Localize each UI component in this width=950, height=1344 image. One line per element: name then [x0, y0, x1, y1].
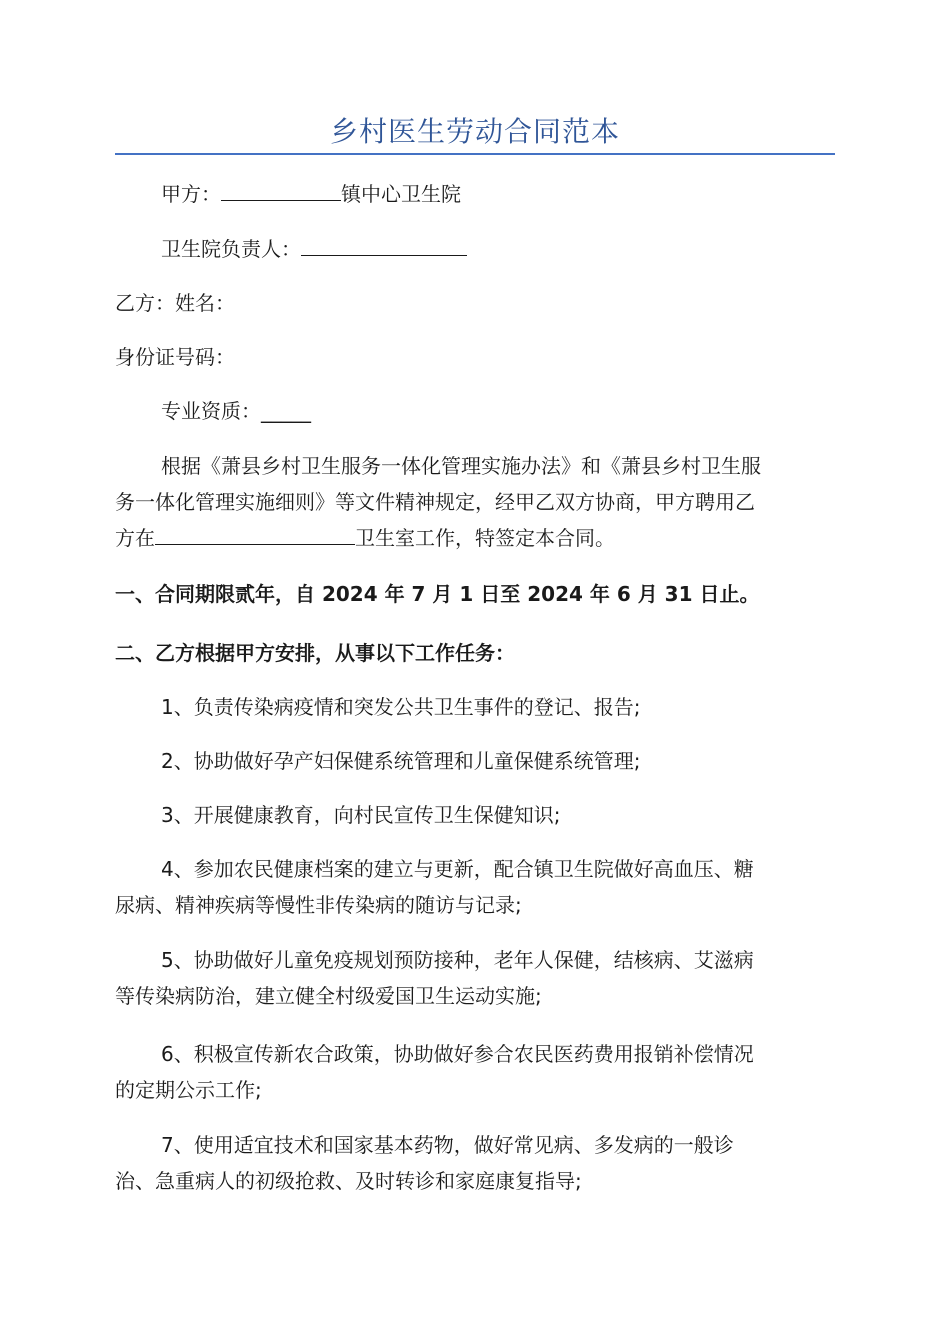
qualification-label: 专业资质：: [161, 399, 261, 423]
preamble-line-2: 务一体化管理实施细则》等文件精神规定，经甲乙双方协商，甲方聘用乙: [115, 490, 755, 514]
party-a-blank: [221, 180, 341, 201]
task-6: [115, 1036, 835, 1108]
task-7-line-1: 7、使用适宜技术和国家基本药物，做好常见病、多发病的一般诊: [161, 1133, 734, 1157]
hospital-head-line: [115, 231, 835, 267]
task-6-line-1: 6、积极宣传新农合政策，协助做好参合农民医药费用报销补偿情况: [161, 1042, 754, 1066]
clinic-blank: [155, 524, 355, 545]
id-number-line: 身份证号码：: [115, 345, 235, 369]
document-title: 乡村医生劳动合同范本: [329, 115, 620, 148]
task-1: 1、负责传染病疫情和突发公共卫生事件的登记、报告;: [161, 695, 641, 719]
task-4-line-1: 4、参加农民健康档案的建立与更新，配合镇卫生院做好高血压、糖: [161, 857, 754, 881]
preamble-line-3-suffix: 卫生室工作，特签定本合同。: [355, 526, 615, 550]
task-6-line-2: 的定期公示工作;: [115, 1078, 262, 1102]
preamble-line-3: [115, 520, 835, 556]
task-7: [115, 1127, 835, 1199]
task-7-line-2: 治、急重病人的初级抢救、及时转诊和家庭康复指导;: [115, 1169, 582, 1193]
hospital-head-blank: [301, 235, 467, 256]
qualification-line: [115, 393, 835, 429]
task-5-line-2: 等传染病防治，建立健全村级爱国卫生运动实施;: [115, 984, 542, 1008]
task-4: [115, 851, 835, 923]
party-a-label: 甲方：: [161, 182, 221, 206]
task-5: [115, 942, 835, 1014]
qualification-blank: _____: [261, 399, 311, 423]
preamble-line-1: 根据《萧县乡村卫生服务一体化管理实施办法》和《萧县乡村卫生服: [161, 454, 761, 478]
party-a-line: [115, 176, 835, 212]
section-1-heading: 一、合同期限贰年，自 2024 年 7 月 1 日至 2024 年 6 月 31 日止。: [115, 582, 760, 606]
party-b-line: 乙方：姓名：: [115, 291, 235, 315]
party-a-suffix: 镇中心卫生院: [341, 182, 461, 206]
preamble-line-3-prefix: 方在: [115, 526, 155, 550]
task-3: 3、开展健康教育，向村民宣传卫生保健知识;: [161, 803, 561, 827]
task-5-line-1: 5、协助做好儿童免疫规划预防接种，老年人保健，结核病、艾滋病: [161, 948, 754, 972]
section-2-heading: 二、乙方根据甲方安排，从事以下工作任务：: [115, 641, 515, 665]
title-underline: [115, 153, 835, 155]
task-4-line-2: 尿病、精神疾病等慢性非传染病的随访与记录;: [115, 893, 522, 917]
preamble-paragraph: [115, 448, 835, 556]
hospital-head-label: 卫生院负责人：: [161, 237, 301, 261]
task-2: 2、协助做好孕产妇保健系统管理和儿童保健系统管理;: [161, 749, 641, 773]
